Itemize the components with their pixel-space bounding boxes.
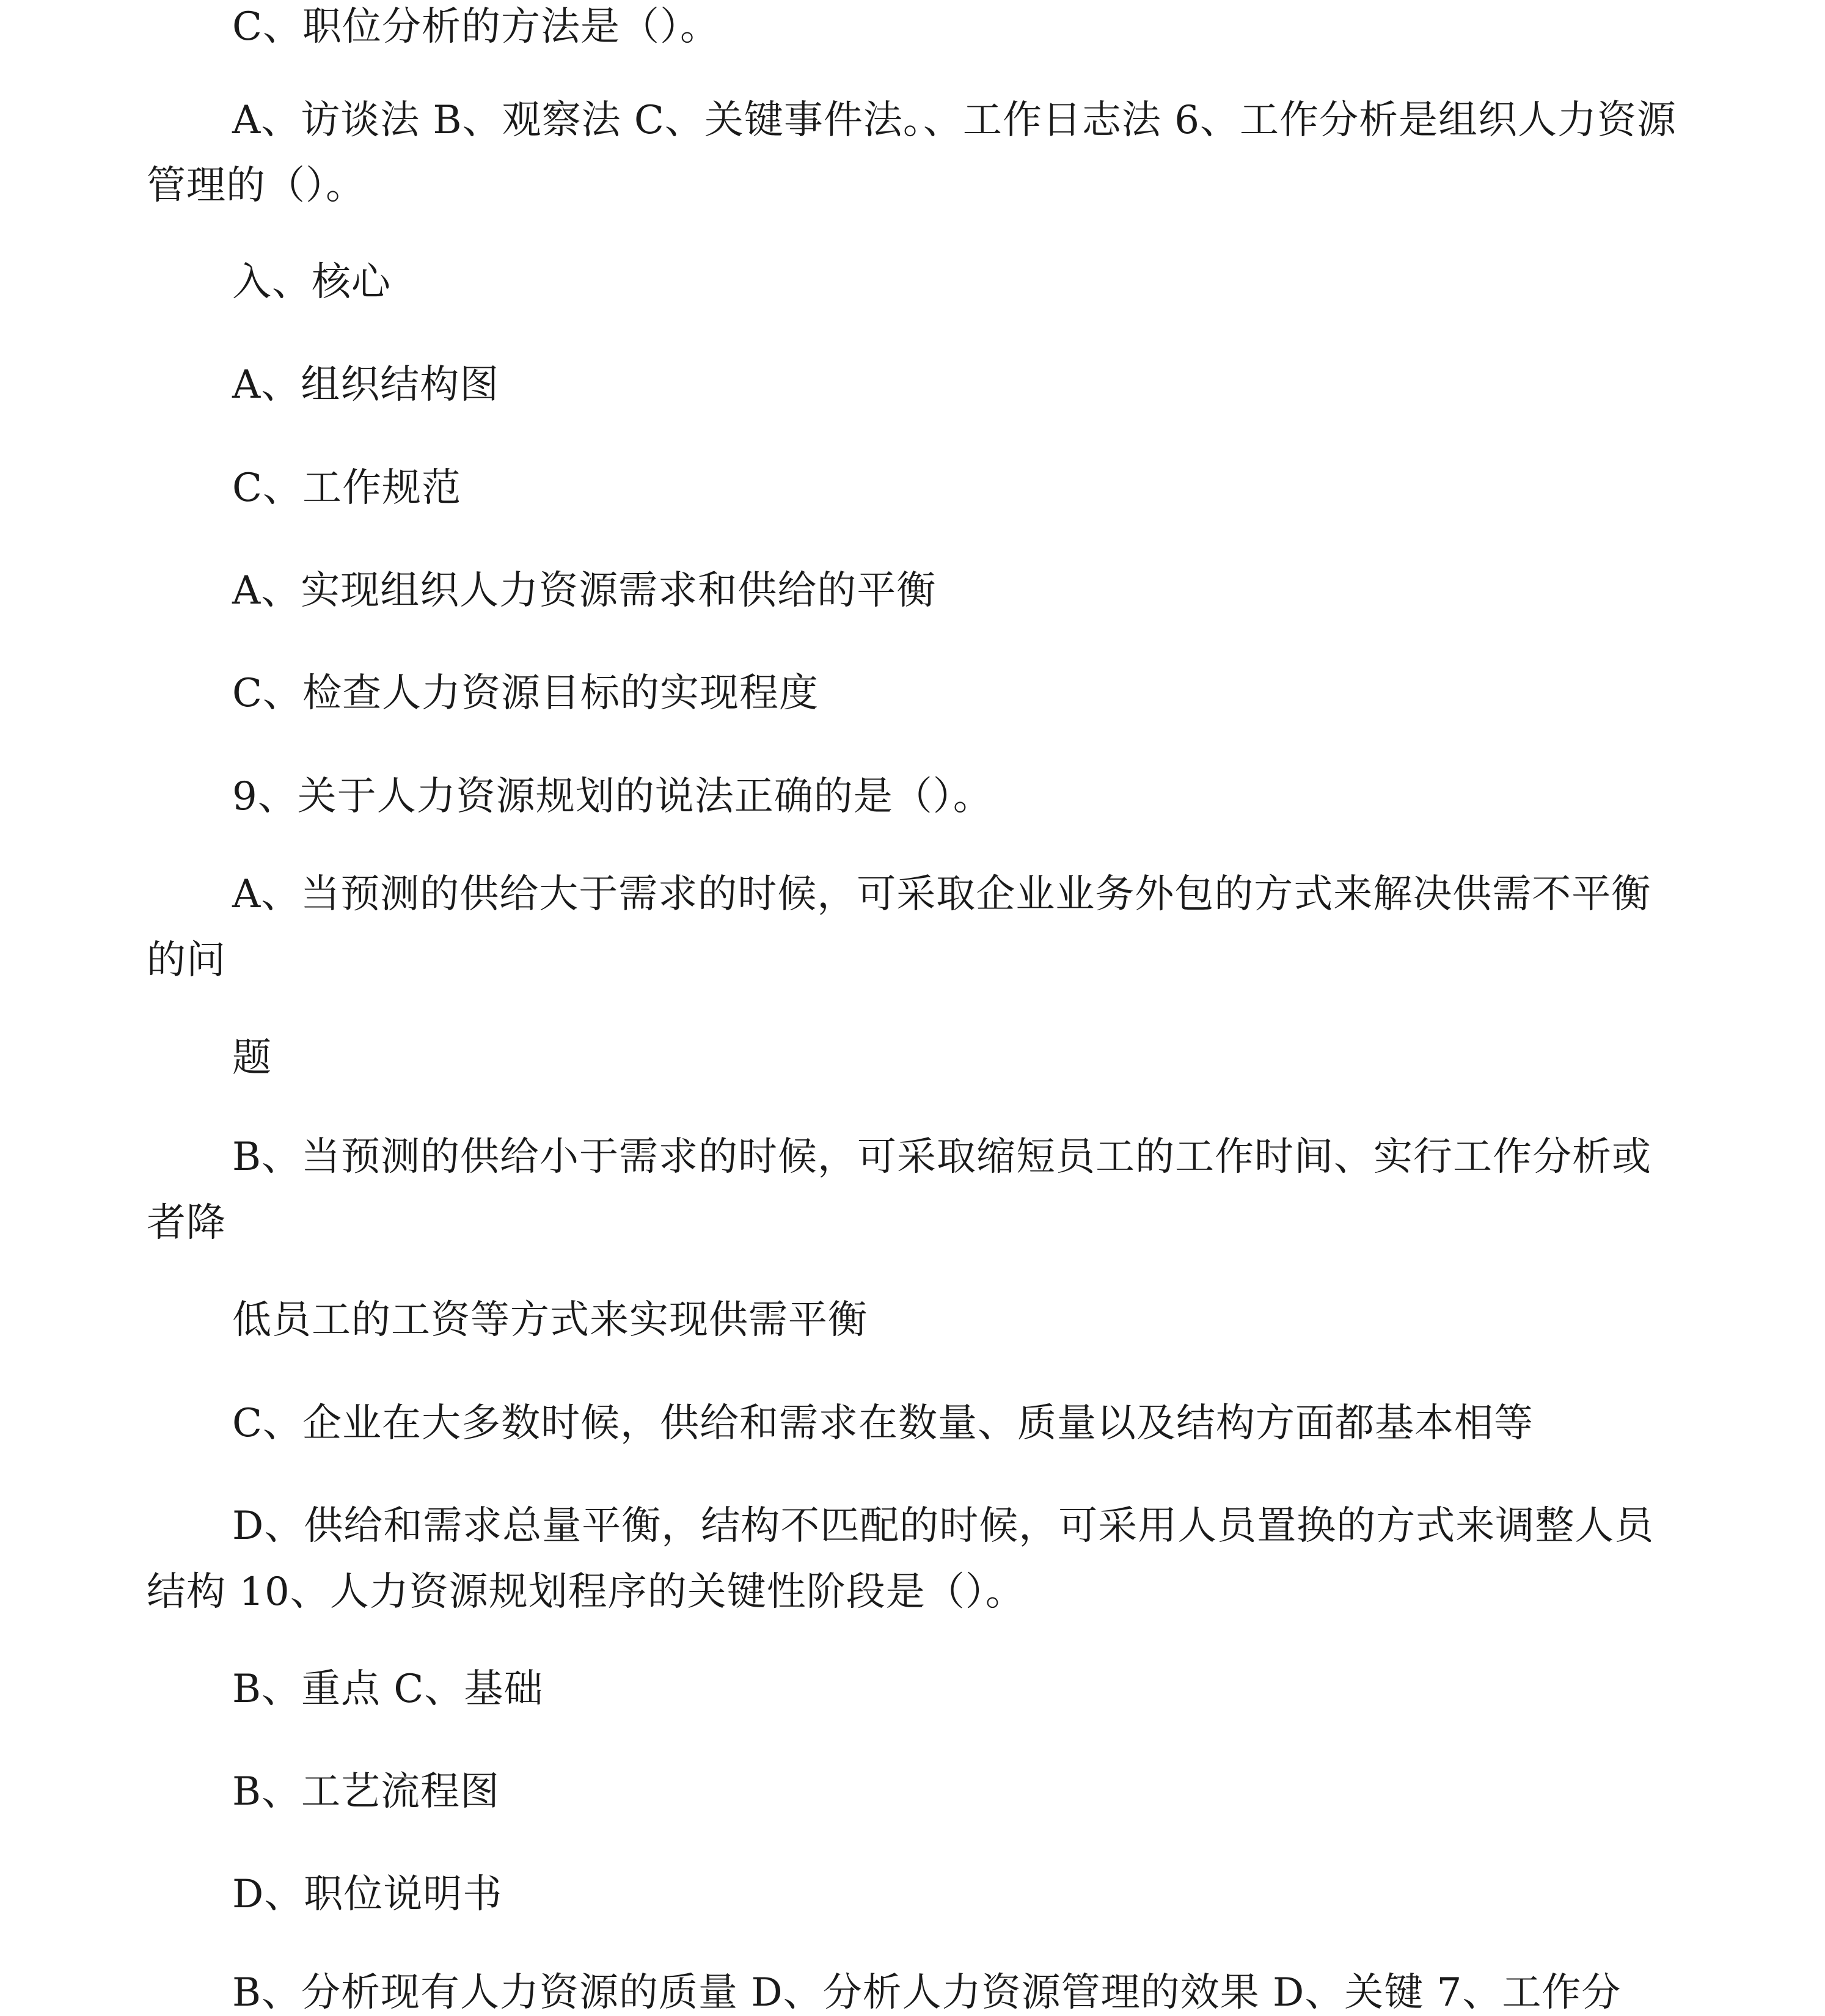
- text-line: D、供给和需求总量平衡，结构不匹配的时候，可采用人员置换的方式来调整人员: [232, 1503, 1655, 1549]
- text-line: A、实现组织人力资源需求和供给的平衡: [232, 568, 937, 613]
- text-line: D、职位说明书: [232, 1872, 503, 1917]
- text-line: B、分析现有人力资源的质量 D、分析人力资源管理的效果 D、关键 7、工作分: [232, 1970, 1622, 2015]
- text-line: C、检查人力资源目标的实现程度: [232, 671, 819, 716]
- text-line: 结构 10、人力资源规划程序的关键性阶段是（）。: [147, 1569, 1025, 1615]
- text-line: 低员工的工资等方式来实现供需平衡: [232, 1298, 868, 1343]
- text-line: 9、关于人力资源规划的说法正确的是（）。: [232, 774, 993, 819]
- text-line: C、职位分析的方法是（）。: [232, 4, 720, 49]
- text-line: A、当预测的供给大于需求的时候，可采取企业业务外包的方式来解决供需不平衡: [232, 872, 1651, 917]
- text-line: 的问: [147, 938, 226, 983]
- text-line: A、组织结构图: [232, 362, 500, 407]
- text-line: A、访谈法 B、观察法 C、关键事件法。、工作日志法 6、工作分析是组织人力资源: [232, 98, 1677, 143]
- text-line: 入、核心: [232, 260, 391, 305]
- text-line: C、企业在大多数时候，供给和需求在数量、质量以及结构方面都基本相等: [232, 1401, 1534, 1446]
- text-line: 题: [232, 1035, 272, 1081]
- text-line: 管理的（）。: [147, 163, 365, 208]
- text-line: C、工作规范: [232, 466, 461, 511]
- text-line: 者降: [147, 1200, 226, 1246]
- text-line: B、重点 C、基础: [232, 1667, 544, 1712]
- text-line: B、工艺流程图: [232, 1769, 500, 1814]
- text-line: B、当预测的供给小于需求的时候，可采取缩短员工的工作时间、实行工作分析或: [232, 1134, 1652, 1180]
